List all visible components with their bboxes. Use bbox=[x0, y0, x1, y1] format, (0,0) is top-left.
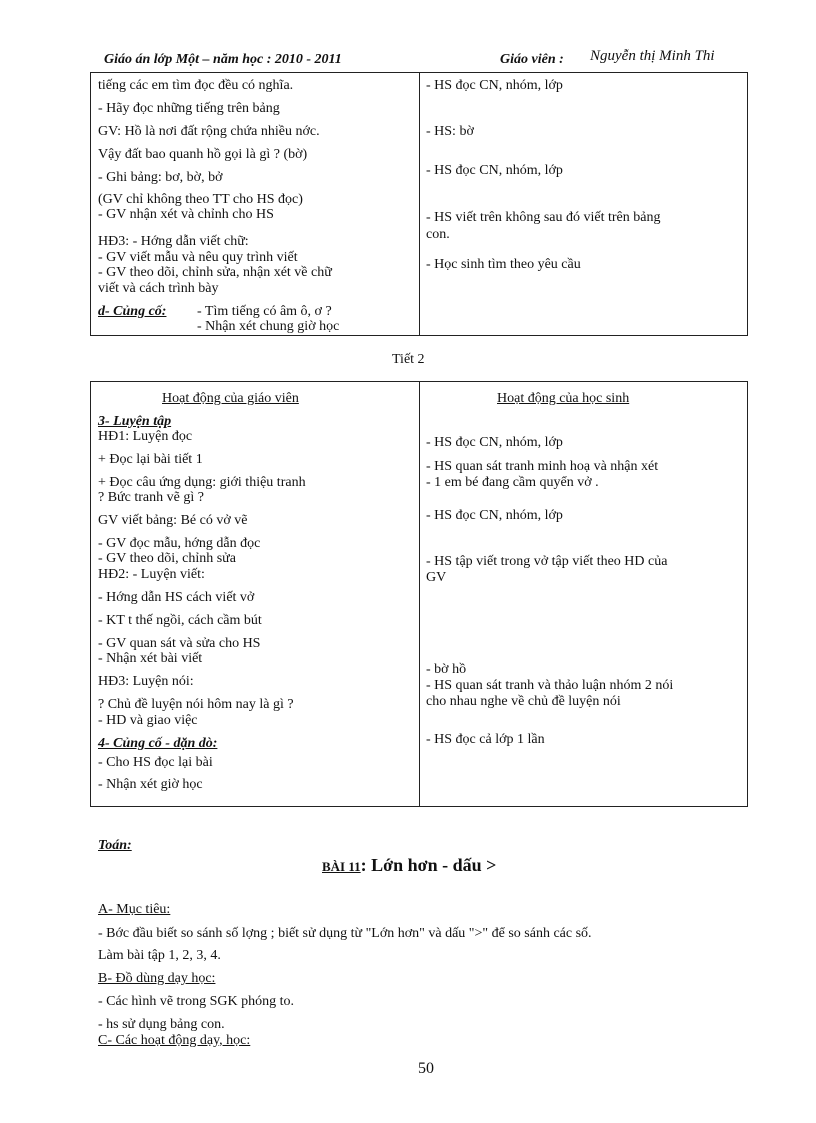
lesson-title-text: : Lớn hơn - dấu > bbox=[360, 855, 497, 875]
t2-teacher-line: - KT t thế ngồi, cách cầm bút bbox=[98, 613, 262, 628]
t1-student-line: - HS: bờ bbox=[426, 124, 474, 139]
t2-student-line: - bờ hồ bbox=[426, 662, 467, 677]
section-a-title: A- Mục tiêu: bbox=[98, 902, 171, 917]
t1-teacher-line: - Hãy đọc những tiếng trên bảng bbox=[98, 101, 280, 116]
t1-teacher-line: - Nhận xét chung giờ học bbox=[197, 319, 340, 334]
t2-teacher-line: HĐ1: Luyện đọc bbox=[98, 429, 193, 444]
t2-teacher-line: GV viết bảng: Bé có vở vẽ bbox=[98, 513, 248, 528]
header-course-info: Giáo án lớp Một – năm học : 2010 - 2011 bbox=[104, 52, 342, 67]
t2-consolidation-title: 4- Củng cố - dặn dò: bbox=[98, 736, 218, 751]
t2-teacher-line: ? Bức tranh vẽ gì ? bbox=[98, 490, 204, 505]
t2-student-line: - 1 em bé đang cầm quyển vở . bbox=[426, 475, 599, 490]
t1-consolidation-title: d- Củng cố: bbox=[98, 304, 167, 319]
subject-heading: Toán: bbox=[98, 838, 132, 853]
t1-teacher-line: (GV chỉ không theo TT cho HS đọc) bbox=[98, 192, 303, 207]
column-divider bbox=[419, 382, 420, 806]
period-label: Tiết 2 bbox=[392, 352, 425, 367]
section-b-line: - hs sử dụng bảng con. bbox=[98, 1017, 225, 1032]
t2-teacher-line: - HD và giao việc bbox=[98, 713, 198, 728]
t1-teacher-line: - GV theo dõi, chỉnh sửa, nhận xét về chữ bbox=[98, 265, 332, 280]
t1-teacher-line: tiếng các em tìm đọc đều có nghĩa. bbox=[98, 78, 294, 93]
lesson-title bbox=[322, 855, 496, 876]
t2-student-line: - HS quan sát tranh minh hoạ và nhận xét bbox=[426, 459, 659, 474]
t2-teacher-line: HĐ2: - Luyện viết: bbox=[98, 567, 205, 582]
t2-student-line: - HS tập viết trong vở tập viết theo HD của bbox=[426, 554, 668, 569]
column-divider bbox=[419, 73, 420, 335]
t2-student-line: cho nhau nghe về chủ đề luyện nói bbox=[426, 694, 621, 709]
t2-teacher-line: - Hớng dẫn HS cách viết vở bbox=[98, 590, 255, 605]
t2-student-line: - HS đọc cả lớp 1 lần bbox=[426, 732, 545, 747]
t2-teacher-line: - Nhận xét bài viết bbox=[98, 651, 203, 666]
t1-teacher-line: - Ghi bảng: bơ, bờ, bở bbox=[98, 170, 223, 185]
header-teacher-name: Nguyễn thị Minh Thi bbox=[590, 48, 715, 64]
section-c-title: C- Các hoạt động dạy, học: bbox=[98, 1033, 251, 1048]
t1-teacher-line: - Tìm tiếng có âm ô, ơ ? bbox=[197, 304, 332, 319]
t2-practice-title: 3- Luyện tập bbox=[98, 414, 172, 429]
t2-teacher-line: - GV quan sát và sửa cho HS bbox=[98, 636, 261, 651]
t1-teacher-line: - GV viết mẫu và nêu quy trình viết bbox=[98, 250, 298, 265]
t2-teacher-line: - GV đọc mẫu, hớng dẫn đọc bbox=[98, 536, 261, 551]
t2-teacher-line: HĐ3: Luyện nói: bbox=[98, 674, 194, 689]
t1-teacher-line: GV: Hồ là nơi đất rộng chứa nhiều nớc. bbox=[98, 124, 320, 139]
t2-teacher-line: + Đọc câu ứng dụng: giới thiệu tranh bbox=[98, 475, 306, 490]
t2-teacher-line: ? Chủ đề luyện nói hôm nay là gì ? bbox=[98, 697, 294, 712]
t1-teacher-line: Vậy đất bao quanh hồ gọi là gì ? (bờ) bbox=[98, 147, 308, 162]
header-teacher-label: Giáo viên : bbox=[500, 52, 564, 67]
page-number: 50 bbox=[418, 1060, 434, 1077]
t1-student-line: - Học sinh tìm theo yêu cầu bbox=[426, 257, 581, 272]
t1-student-line: - HS đọc CN, nhóm, lớp bbox=[426, 78, 563, 93]
t2-teacher-line: - Nhận xét giờ học bbox=[98, 777, 203, 792]
t1-teacher-line: HĐ3: - Hớng dẫn viết chữ: bbox=[98, 234, 249, 249]
t2-student-header: Hoạt động của học sinh bbox=[497, 391, 630, 406]
section-a-line: - Bớc đầu biết so sánh số lợng ; biết sử dụng từ "Lớn hơn" và dấu ">" để so sánh các số. bbox=[98, 926, 592, 941]
t2-student-line: - HS đọc CN, nhóm, lớp bbox=[426, 508, 563, 523]
section-b-line: - Các hình vẽ trong SGK phóng to. bbox=[98, 994, 294, 1009]
t1-student-line: - HS đọc CN, nhóm, lớp bbox=[426, 163, 563, 178]
t1-teacher-line: viết và cách trình bày bbox=[98, 281, 219, 296]
t2-teacher-line: - Cho HS đọc lại bài bbox=[98, 755, 213, 770]
t2-teacher-line: - GV theo dõi, chỉnh sửa bbox=[98, 551, 236, 566]
lesson-number: BÀI 11 bbox=[322, 859, 361, 874]
t2-student-line: GV bbox=[426, 570, 447, 585]
t2-student-line: - HS đọc CN, nhóm, lớp bbox=[426, 435, 563, 450]
t1-student-line: - HS viết trên không sau đó viết trên bảng bbox=[426, 210, 661, 225]
t1-student-line: con. bbox=[426, 227, 450, 242]
section-a-line: Làm bài tập 1, 2, 3, 4. bbox=[98, 948, 221, 963]
section-b-title: B- Đồ dùng dạy học: bbox=[98, 971, 216, 986]
t2-student-line: - HS quan sát tranh và thảo luận nhóm 2 nói bbox=[426, 678, 674, 693]
t1-teacher-line: - GV nhận xét và chỉnh cho HS bbox=[98, 207, 274, 222]
t2-teacher-line: + Đọc lại bài tiết 1 bbox=[98, 452, 203, 467]
t2-teacher-header: Hoạt động của giáo viên bbox=[162, 391, 299, 406]
